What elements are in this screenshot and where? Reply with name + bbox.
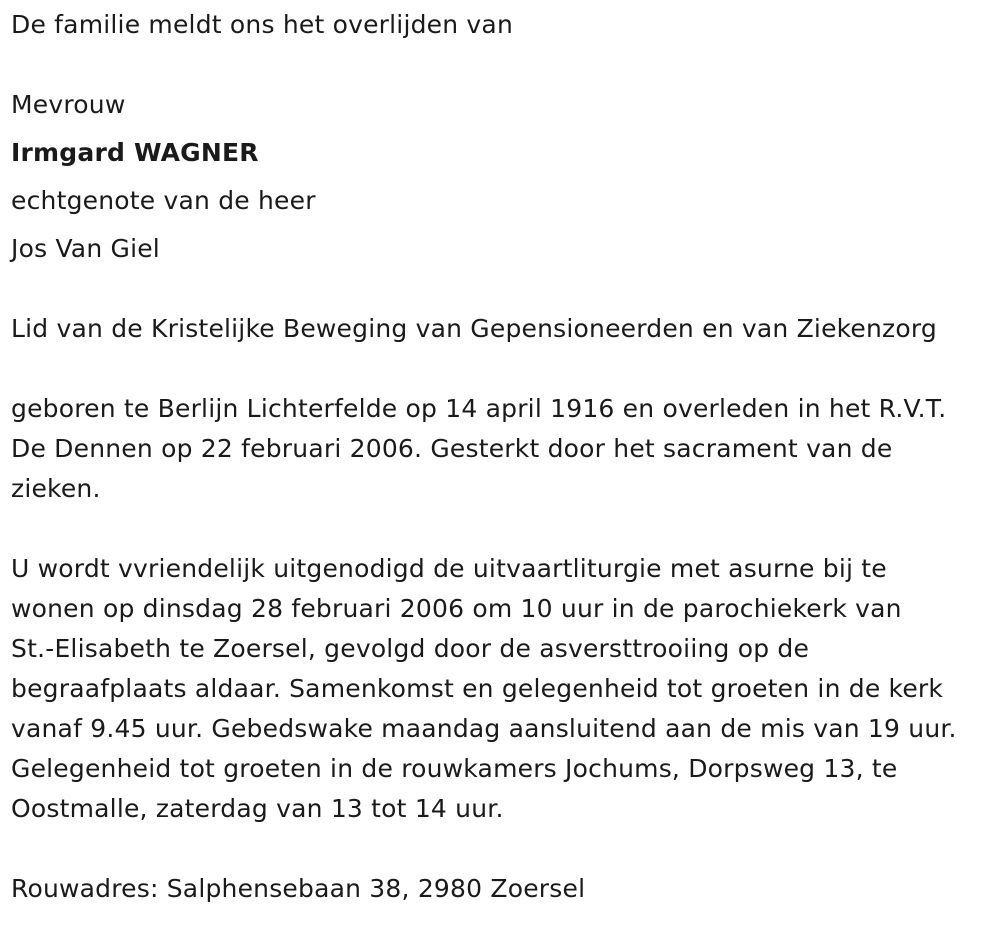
funeral-line: U wordt vvriendelijk uitgenodigd de uitvaartliturgie met asurne bij te [11,554,887,583]
funeral-line: wonen op dinsdag 28 februari 2006 om 10 uur in de parochiekerk van [11,594,902,623]
deceased-name: Irmgard WAGNER [11,138,259,167]
birth-death-paragraph [11,389,946,509]
spouse-name: Jos Van Giel [11,234,160,263]
spouse-relation: echtgenote van de heer [11,186,316,215]
funeral-paragraph [11,549,957,829]
birth-death-line: De Dennen op 22 februari 2006. Gesterkt door het sacrament van de [11,434,893,463]
birth-death-line: zieken. [11,474,101,503]
membership-text: Lid van de Kristelijke Beweging van Gepensioneerden en van Ziekenzorg [11,314,937,343]
birth-death-line: geboren te Berlijn Lichterfelde op 14 april 1916 en overleden in het R.V.T. [11,394,947,423]
mourning-address: Rouwadres: Salphensebaan 38, 2980 Zoersel [11,874,586,903]
funeral-line: Oostmalle, zaterdag van 13 tot 14 uur. [11,794,504,823]
honorific: Mevrouw [11,90,126,119]
intro-text: De familie meldt ons het overlijden van [11,10,513,39]
funeral-line: St.-Elisabeth te Zoersel, gevolgd door de asversttrooiing op de [11,634,810,663]
funeral-line: Gelegenheid tot groeten in de rouwkamers Jochums, Dorpsweg 13, te [11,754,898,783]
funeral-line: begraafplaats aldaar. Samenkomst en gelegenheid tot groeten in de kerk [11,674,944,703]
funeral-line: vanaf 9.45 uur. Gebedswake maandag aansluitend aan de mis van 19 uur. [11,714,957,743]
